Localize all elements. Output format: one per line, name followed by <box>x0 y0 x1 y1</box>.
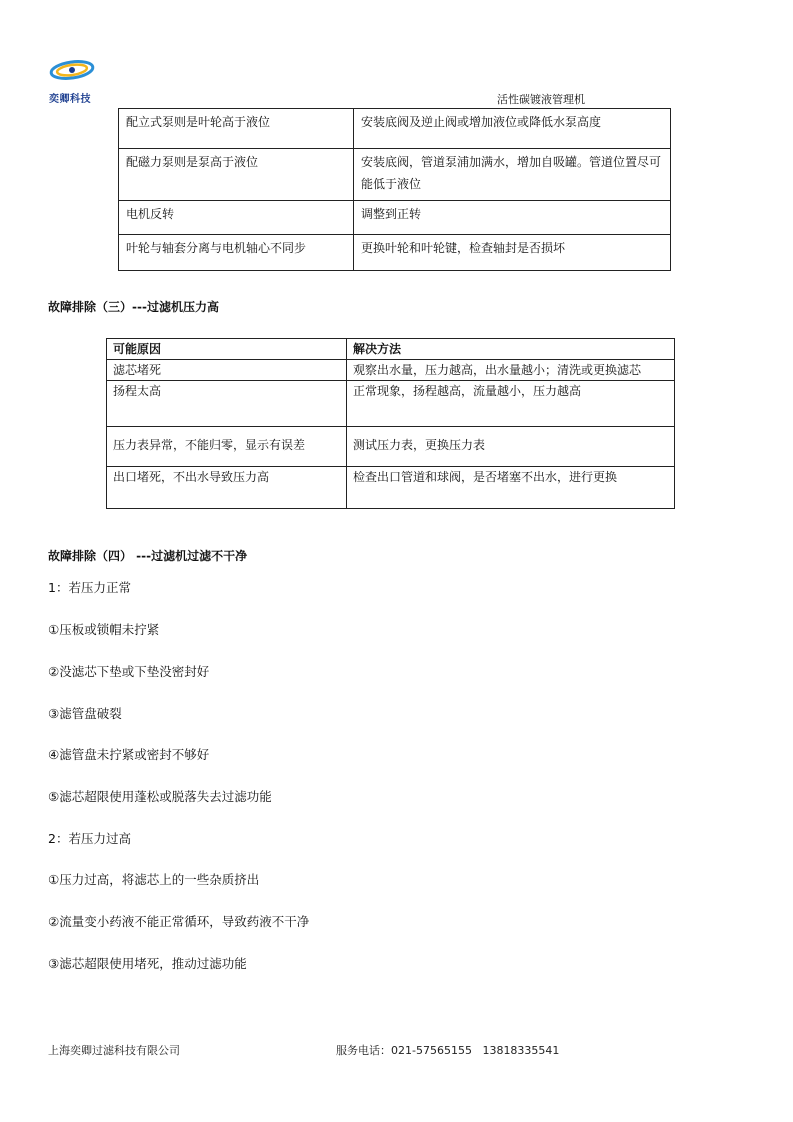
table-row <box>119 109 671 149</box>
solution-cell: 安装底阀及逆止阀或增加液位或降低水泵高度 <box>354 109 671 149</box>
list-item: 1：若压力正常 <box>48 580 131 595</box>
cause-cell: 出口堵死，不出水导致压力高 <box>107 467 347 509</box>
cause-cell: 配磁力泵则是泵高于液位 <box>119 149 354 201</box>
table-row <box>107 381 675 427</box>
footer-service <box>336 1042 559 1058</box>
solution-cell: 调整到正转 <box>354 201 671 235</box>
column-header-solution: 解决方法 <box>347 339 675 360</box>
solution-cell: 安装底阀，管道泵浦加满水，增加自吸罐。管道位置尽可能低于液位 <box>354 149 671 201</box>
cause-cell: 叶轮与轴套分离与电机轴心不同步 <box>119 235 354 271</box>
table-row <box>119 201 671 235</box>
footer-company: 上海奕卿过滤科技有限公司 <box>48 1044 180 1057</box>
solution-cell: 检查出口管道和球阀，是否堵塞不出水，进行更换 <box>347 467 675 509</box>
list-item: ④滤管盘未拧紧或密封不够好 <box>48 747 210 762</box>
cause-cell: 配立式泵则是叶轮高于液位 <box>119 109 354 149</box>
list-item: ②没滤芯下垫或下垫没密封好 <box>48 664 210 679</box>
list-item: ①压力过高，将滤芯上的一些杂质挤出 <box>48 872 260 887</box>
solution-cell: 正常现象，扬程越高，流量越小，压力越高 <box>347 381 675 427</box>
table-row <box>107 427 675 467</box>
logo-text: 奕卿科技 <box>49 94 91 105</box>
section3-heading: 故障排除（三）---过滤机压力高 <box>48 300 219 314</box>
cause-cell: 扬程太高 <box>107 381 347 427</box>
list-item: ②流量变小药液不能正常循环，导致药液不干净 <box>48 914 310 929</box>
document-title: 活性碳镀液管理机 <box>497 93 585 106</box>
table-row <box>107 360 675 381</box>
section4-heading: 故障排除（四） ---过滤机过滤不干净 <box>48 549 248 563</box>
pump-troubleshoot-table <box>118 108 671 271</box>
footer-service-label: 服务电话： <box>336 1044 391 1057</box>
column-header-cause: 可能原因 <box>107 339 347 360</box>
table-row <box>119 149 671 201</box>
list-item: 2：若压力过高 <box>48 831 131 846</box>
solution-cell: 观察出水量，压力越高，出水量越小；清洗或更换滤芯 <box>347 360 675 381</box>
list-item: ⑤滤芯超限使用蓬松或脱落失去过滤功能 <box>48 789 272 804</box>
table-row <box>107 467 675 509</box>
solution-cell: 测试压力表，更换压力表 <box>347 427 675 467</box>
cause-cell: 电机反转 <box>119 201 354 235</box>
pressure-troubleshoot-table <box>106 338 675 509</box>
cause-cell: 滤芯堵死 <box>107 360 347 381</box>
table-row <box>119 235 671 271</box>
list-item: ③滤芯超限使用堵死，推动过滤功能 <box>48 956 247 971</box>
table-header-row <box>107 339 675 360</box>
footer-phones: 021-57565155 13818335541 <box>391 1044 560 1057</box>
cause-cell: 压力表异常，不能归零，显示有误差 <box>107 427 347 467</box>
list-item: ③滤管盘破裂 <box>48 706 122 721</box>
solution-cell: 更换叶轮和叶轮键，检查轴封是否损坏 <box>354 235 671 271</box>
list-item: ①压板或锁帽未拧紧 <box>48 622 160 637</box>
